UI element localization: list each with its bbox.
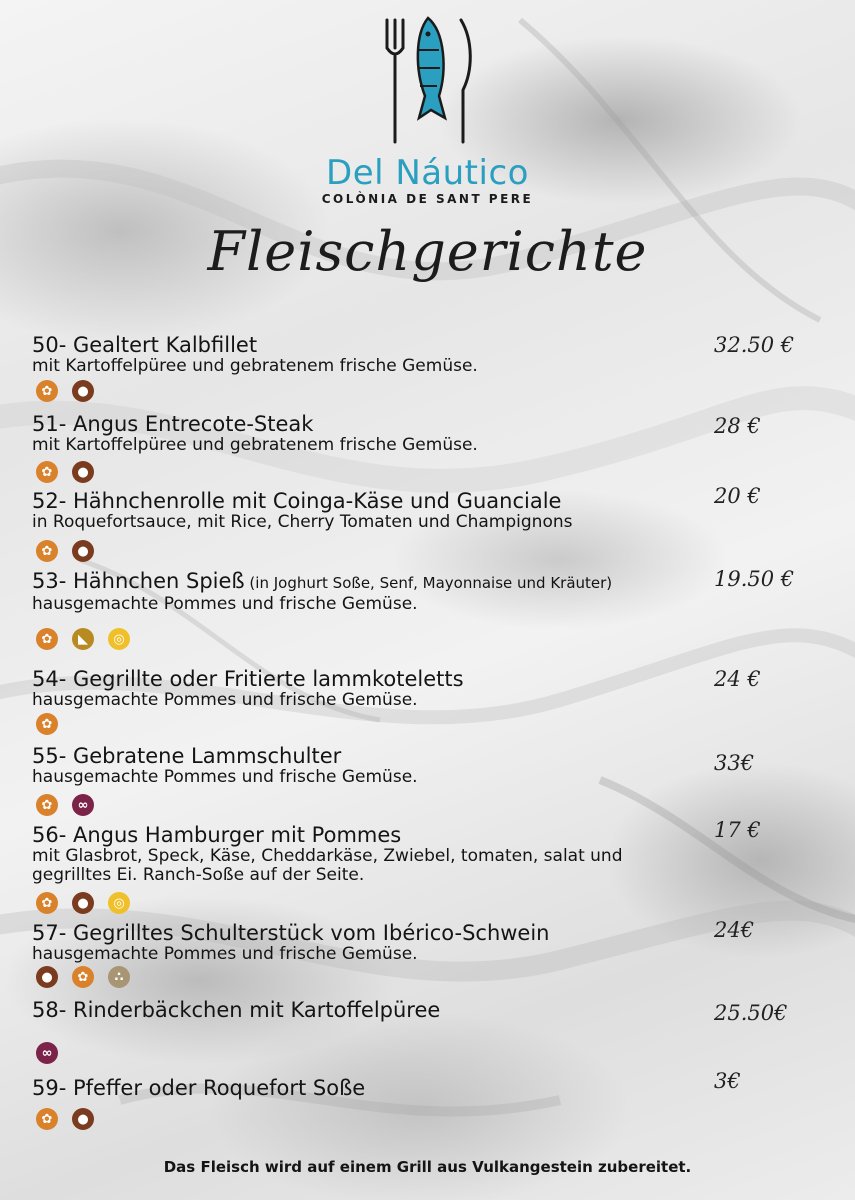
gluten-icon: ✿	[72, 966, 94, 988]
item-name: 56- Angus Hamburger mit Pommes	[32, 823, 402, 847]
gluten-icon: ✿	[36, 713, 58, 735]
sulphites-icon: ∞	[72, 794, 94, 816]
item-name: 52- Hähnchenrolle mit Coinga-Käse und Guanciale	[32, 489, 562, 513]
item-price: 3€	[714, 1069, 741, 1093]
menu-item	[32, 569, 722, 614]
menu-item	[32, 333, 722, 376]
dairy-icon: ●	[72, 540, 94, 562]
item-name: 50- Gealtert Kalbfillet	[32, 333, 258, 357]
allergen-list	[36, 380, 94, 402]
item-price: 24 €	[714, 667, 761, 691]
menu-item	[32, 744, 722, 787]
allergen-list	[36, 892, 130, 914]
gluten-icon: ✿	[36, 794, 58, 816]
menu-item	[32, 921, 722, 964]
gluten-icon: ✿	[36, 461, 58, 483]
allergen-list	[36, 628, 130, 650]
nuts-icon: ∴	[108, 966, 130, 988]
item-name: 57- Gegrilltes Schulterstück vom Ibérico-Schwein	[32, 921, 550, 945]
gluten-icon: ✿	[36, 380, 58, 402]
item-description: mit Kartoffelpüree und gebratenem frische Gemüse.	[32, 356, 478, 376]
egg-icon: ◎	[108, 892, 130, 914]
item-name: 55- Gebratene Lammschulter	[32, 744, 342, 768]
item-description: hausgemachte Pommes und frische Gemüse.	[32, 594, 418, 614]
allergen-list	[36, 794, 94, 816]
allergen-list	[36, 966, 130, 988]
gluten-icon: ✿	[36, 1108, 58, 1130]
item-description: hausgemachte Pommes und frische Gemüse.	[32, 690, 418, 710]
dairy-icon: ●	[36, 966, 58, 988]
allergen-list	[36, 713, 58, 735]
gluten-icon: ✿	[36, 628, 58, 650]
menu-item	[32, 489, 722, 532]
egg-icon: ◎	[108, 628, 130, 650]
fork-fish-knife-logo-icon	[373, 10, 483, 150]
menu-item	[32, 823, 722, 885]
item-name: 53- Hähnchen Spieß	[32, 569, 245, 593]
dairy-icon: ●	[72, 380, 94, 402]
item-name: 51- Angus Entrecote-Steak	[32, 412, 314, 436]
item-description-continued: gegrilltes Ei. Ranch-Soße auf der Seite.	[32, 865, 365, 885]
allergen-list	[36, 1108, 94, 1130]
item-name: 54- Gegrillte oder Fritierte lammkoteletts	[32, 667, 464, 691]
menu-item	[32, 1076, 722, 1100]
item-price: 20 €	[714, 484, 761, 508]
menu-item	[32, 667, 722, 710]
item-description: mit Kartoffelpüree und gebratenem frische Gemüse.	[32, 435, 478, 455]
menu-section-title: Fleischgerichte	[207, 220, 648, 283]
gluten-icon: ✿	[36, 540, 58, 562]
item-description: mit Glasbrot, Speck, Käse, Cheddarkäse, Zwiebel, tomaten, salat und	[32, 846, 623, 866]
menu-item	[32, 998, 722, 1022]
item-name: 59- Pfeffer oder Roquefort Soße	[32, 1076, 366, 1100]
item-price: 28 €	[714, 414, 761, 438]
item-description: hausgemachte Pommes und frische Gemüse.	[32, 767, 418, 787]
item-note: (in Joghurt Soße, Senf, Mayonnaise und Kräuter)	[244, 574, 613, 592]
item-price: 24€	[714, 918, 755, 942]
item-description: hausgemachte Pommes und frische Gemüse.	[32, 944, 418, 964]
brand-name: Del Náutico	[326, 153, 529, 193]
item-price: 33€	[714, 751, 755, 775]
dairy-icon: ●	[72, 892, 94, 914]
allergen-list	[36, 1042, 58, 1064]
dairy-icon: ●	[72, 461, 94, 483]
allergen-list	[36, 540, 94, 562]
menu-item	[32, 412, 722, 455]
allergen-list	[36, 461, 94, 483]
item-name-line	[32, 569, 722, 595]
logo	[0, 10, 855, 206]
mustard-icon: ◣	[72, 628, 94, 650]
item-name: 58- Rinderbäckchen mit Kartoffelpüree	[32, 998, 441, 1022]
dairy-icon: ●	[72, 1108, 94, 1130]
sulphites-icon: ∞	[36, 1042, 58, 1064]
item-price: 25.50€	[714, 1001, 788, 1025]
item-description: in Roquefortsauce, mit Rice, Cherry Tomaten und Champignons	[32, 512, 573, 532]
brand-subtitle: COLÒNIA DE SANT PERE	[321, 192, 534, 206]
item-price: 19.50 €	[714, 567, 795, 591]
item-price: 32.50 €	[714, 333, 795, 357]
item-price: 17 €	[714, 818, 761, 842]
gluten-icon: ✿	[36, 892, 58, 914]
footer-note: Das Fleisch wird auf einem Grill aus Vulkangestein zubereitet.	[163, 1158, 692, 1176]
